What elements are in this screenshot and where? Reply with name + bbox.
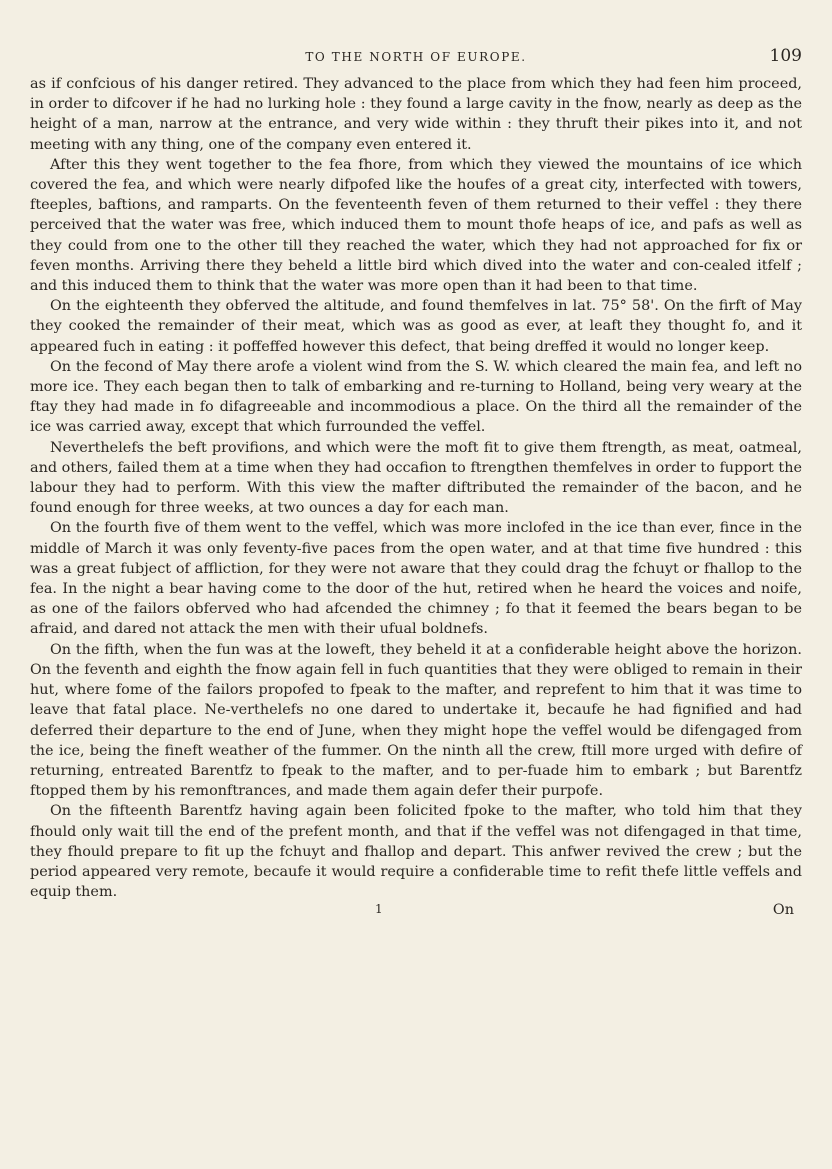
running-head: TO THE NORTH OF EUROPE. xyxy=(305,50,527,64)
page-footer xyxy=(30,902,802,924)
paragraph: Neverthelefs the beft provifions, and which were the moft fit to give them ftrength, as meat, oatmeal, and others, failed them at a time when they had occafion to ftrengthen themfelves in order to fupport the labour they had to perform. With this view the mafter diftributed the remainder of the bacon, and he found enough for three weeks, at two ounces a day for each man. xyxy=(30,439,802,517)
paragraph: as if confcious of his danger retired. They advanced to the place from which they had feen him proceed, in order to difcover if he had no lurking hole : they found a large cavity in the fnow, nearly as deep as the height of a man, narrow at the entrance, and very wide within : they thruft their pikes into it, and not meeting with any thing, one of the company even entered it. xyxy=(30,76,802,153)
book-page xyxy=(30,48,802,924)
body-text xyxy=(30,74,802,902)
catchword: On xyxy=(772,902,794,919)
paragraph: On the fifteenth Barentfz having again been folicited fpoke to the mafter, who told him that they fhould only wait till the end of the prefent month, and that if the veffel was not difengaged in that time, they fhould prepare to fit up the fchuyt and fhallop and depart. This anfwer revived the crew ; but the period appeared very remote, becaufe it would require a confiderable time to refit thefe little veffels and equip them. xyxy=(30,803,802,901)
page-header xyxy=(30,48,802,70)
signature-mark: 1 xyxy=(375,902,383,917)
paragraph: After this they went together to the fea fhore, from which they viewed the mountains of ice which covered the fea, and which were nearly difpofed like the houfes of a great city, interfected with towers, fteeples, baftions, and ramparts. On the feventeenth feven of them returned to their veffel : they there perceived that the water was free, which induced them to mount thofe heaps of ice, and pafs as well as they could from one to the other till they reached the water, which they had not approached for fix or feven months. Arriving there they beheld a little bird which dived into the water and con-cealed itfelf ; and this induced them to think that the water was more open than it had been to that time. xyxy=(30,156,802,295)
paragraph: On the fecond of May there arofe a violent wind from the S. W. which cleared the main fea, and left no more ice. They each began then to talk of embarking and re-turning to Holland, being very weary at the ftay they had made in fo difagreeable and incommodious a place. On the third all the remainder of the ice was carried away, except that which furrounded the veffel. xyxy=(30,358,802,436)
page-number: 109 xyxy=(769,46,802,66)
paragraph: On the fifth, when the fun was at the loweft, they beheld it at a confiderable height above the horizon. On the feventh and eighth the fnow again fell in fuch quantities that they were obliged to remain in their hut, where fome of the failors propofed to fpeak to the mafter, and reprefent to him that it was time to leave that fatal place. Ne-verthelefs no one dared to undertake it, becaufe he had fignified and had deferred their departure to the end of June, when they might hope the veffel would be difengaged from the ice, being the fineft weather of the fummer. On the ninth all the crew, ftill more urged with defire of returning, entreated Barentfz to fpeak to the mafter, and to per-fuade him to embark ; but Barentfz ftopped them by his remonftrances, and made them again defer their purpofe. xyxy=(30,641,802,800)
paragraph: On the eighteenth they obferved the altitude, and found themfelves in lat. 75° 58'. On the firft of May they cooked the remainder of their meat, which was as good as ever, at leaft they thought fo, and it appeared fuch in eating : it poffeffed however this defect, that being dreffed it would no longer keep. xyxy=(30,298,802,355)
paragraph: On the fourth five of them went to the veffel, which was more inclofed in the ice than ever, fince in the middle of March it was only feventy-five paces from the open water, and at that time five hundred : this was a great fubject of affliction, for they were not aware that they could drag the fchuyt or fhallop to the fea. In the night a bear having come to the door of the hut, retired when he heard the voices and noife, as one of the failors obferved who had afcended the chimney ; fo that it feemed the bears began to be afraid, and dared not attack the men with their ufual boldnefs. xyxy=(30,520,802,638)
